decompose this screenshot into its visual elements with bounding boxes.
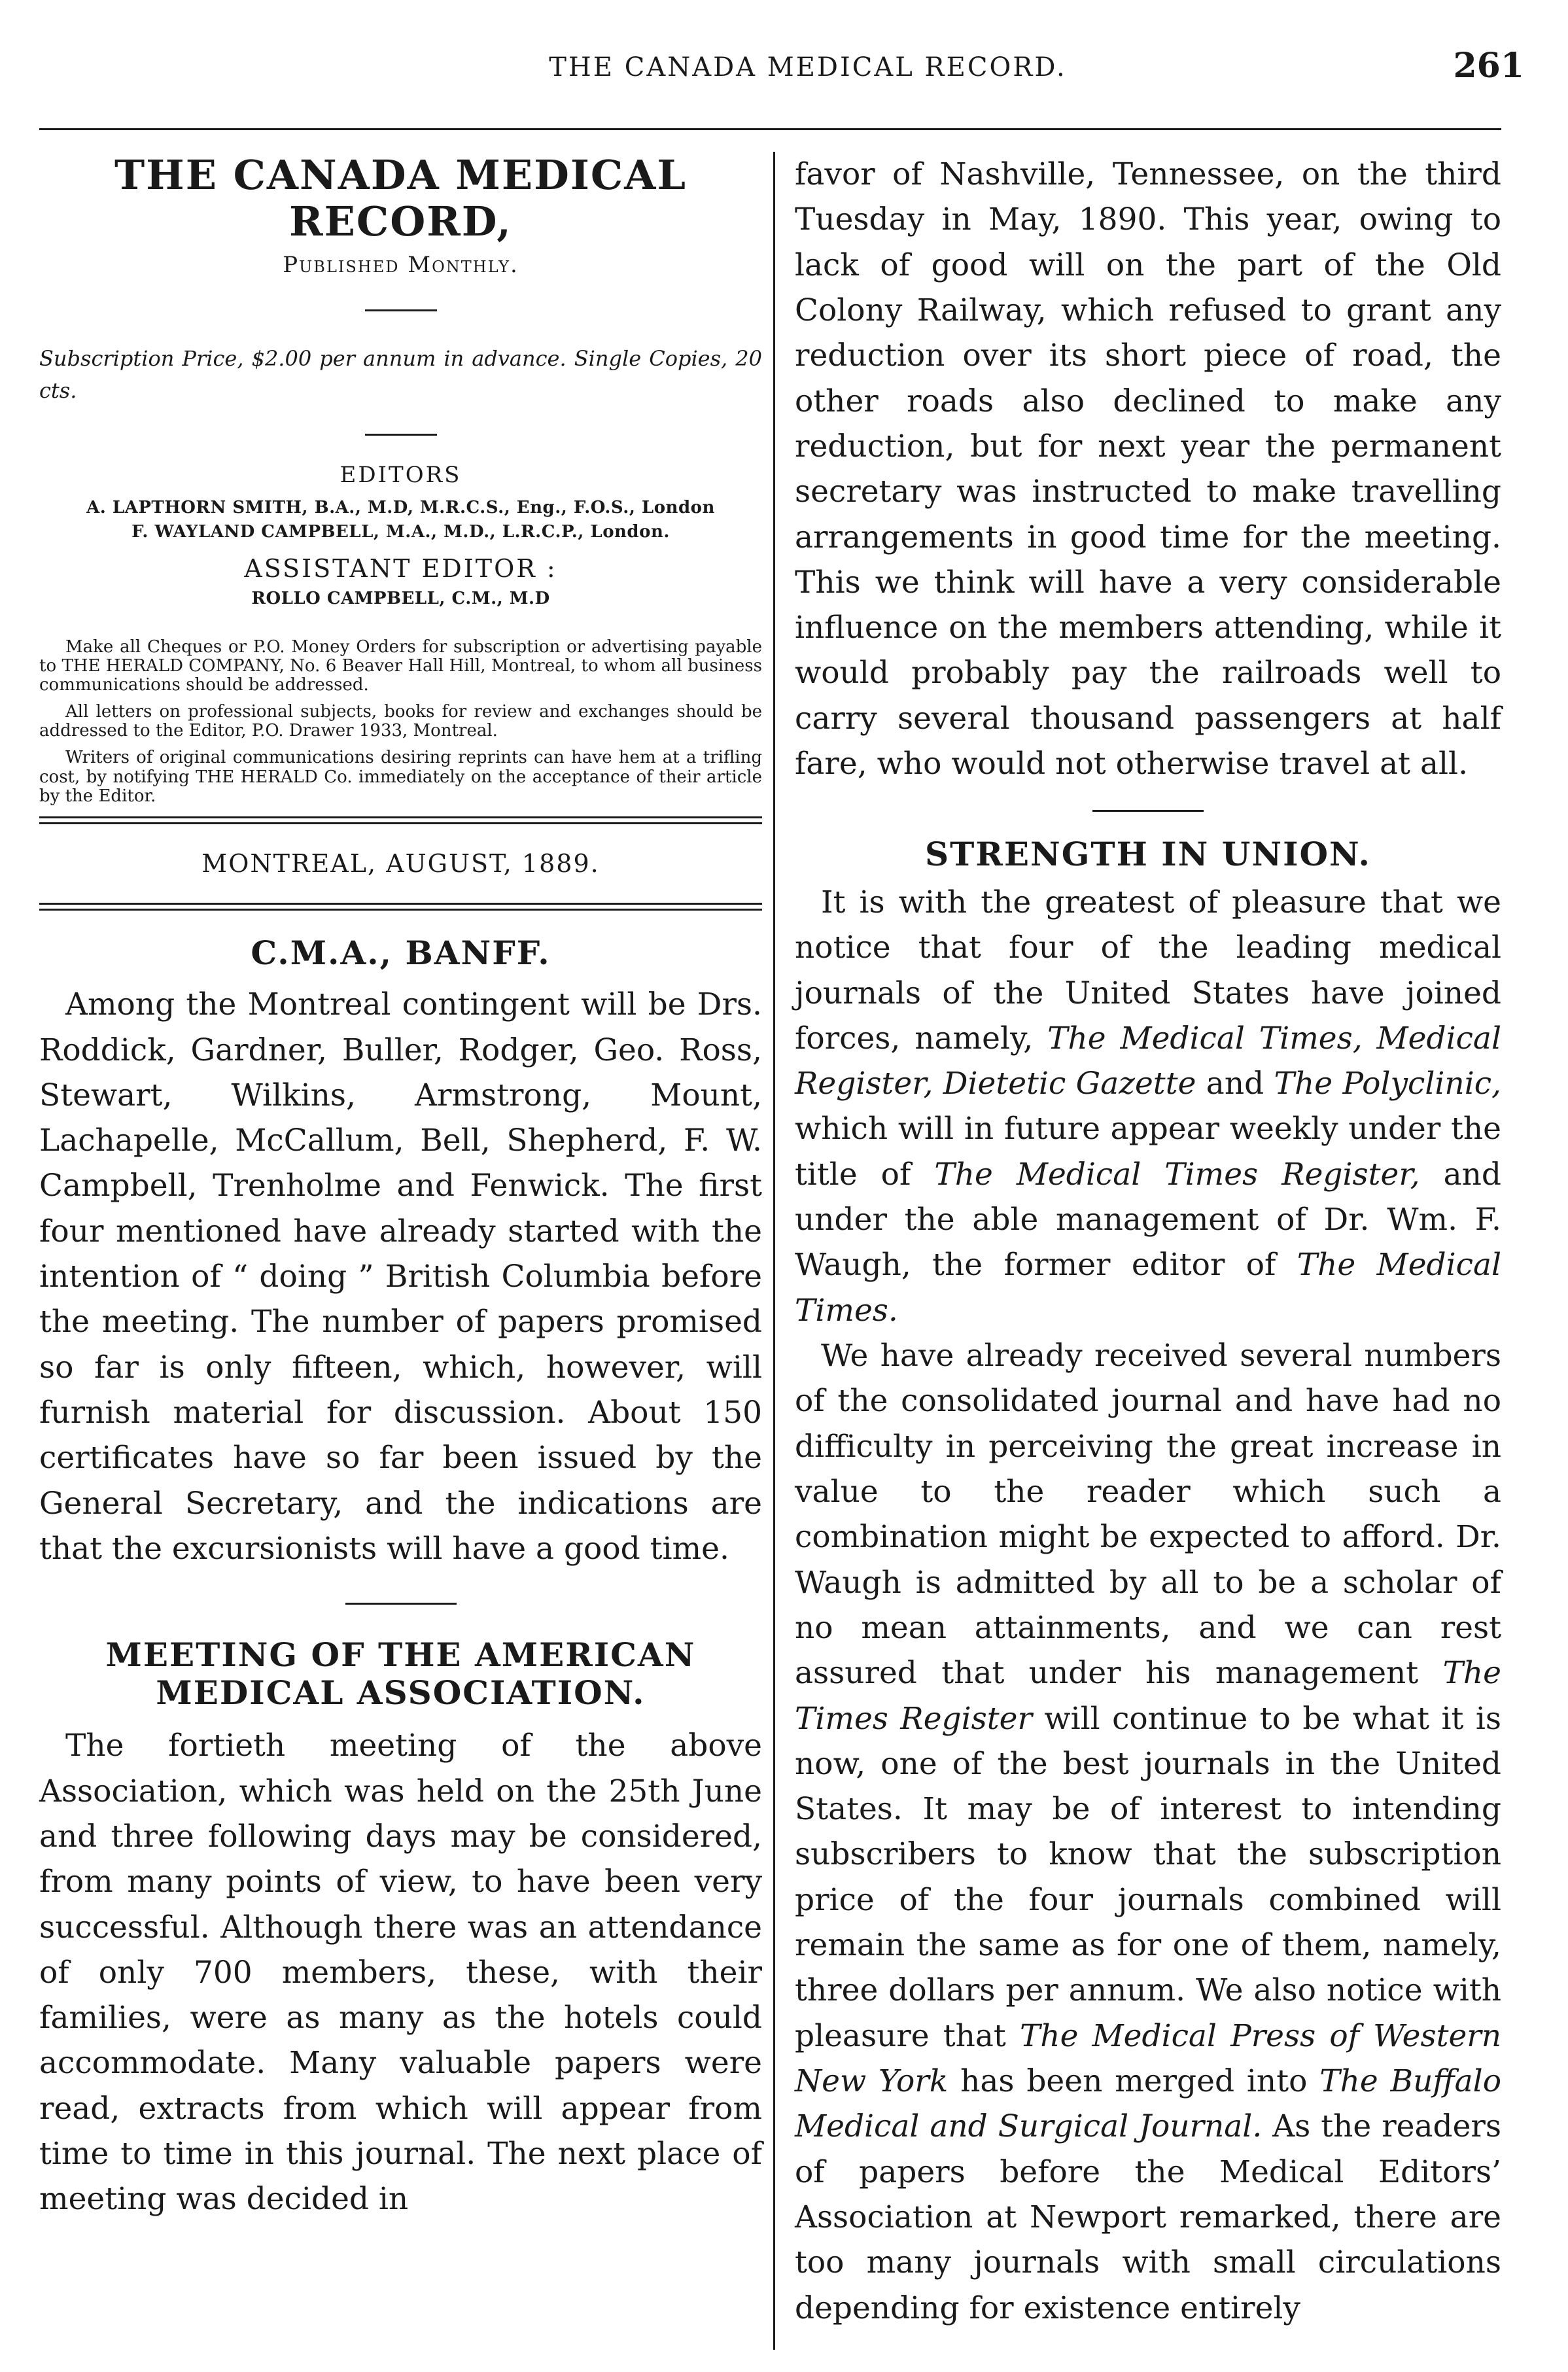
- notice-cheques: Make all Cheques or P.O. Money Orders for subscription or advertising payable to THE HERALD COMPANY, No. 6 Beaver Hall Hill, Montreal, to whom all business communications should be addressed.: [39, 637, 762, 695]
- strength-paragraph-2: We have already received several numbers of the consolidated journal and have had no difficulty in perceiving the great increase in value to the reader which such a combination might be expected to afford. Dr. Waugh is admitted by all to be a scholar of no mean attainments, and we can rest assured that under his management The Times Register will continue to be what it is now, one of the best journals in the United States. It may be of interest to intending subscribers to know that the subscription price of the four journals combined will remain the same as for one of them, namely, three dollars per annum. We also notice with pleasure that The Medical Press of Western New York has been merged into The Buffalo Medical and Surgical Journal. As the readers of papers before the Medical Editors’ Association at Newport remarked, there are too many journals with small circulations depending for existence entirely: [795, 1338, 1502, 2326]
- right-column: [795, 152, 1501, 2331]
- divider: [365, 434, 437, 436]
- assistant-editor-heading: ASSISTANT EDITOR :: [244, 554, 557, 584]
- banff-heading: C.M.A., BANFF.: [251, 933, 551, 972]
- masthead: [39, 152, 762, 806]
- page-header: [78, 46, 1537, 98]
- dateline: MONTREAL, AUGUST, 1889.: [201, 848, 600, 878]
- divider: [345, 1603, 457, 1605]
- divider: [365, 309, 437, 311]
- column-divider: [773, 152, 775, 2350]
- notices: [39, 638, 762, 806]
- subscription-price: Subscription Price, $2.00 per annum in advance. Single Copies, 20 cts.: [39, 345, 762, 404]
- assistant-editor: ROLLO CAMPBELL, C.M., M.D: [251, 589, 550, 609]
- page-number: 261: [1453, 46, 1524, 86]
- editors-heading: EDITORS: [340, 461, 462, 488]
- strength-paragraph-1: It is with the greatest of pleasure that we notice that four of the leading medical journals of the United States have joined forces, namely, The Medical Times, Medical Register, Dietetic Gazette and The Polyclinic, which will in future appear weekly under the title of The Medical Times Register, and under the able management of Dr. Wm. F. Waugh, the former editor of The Medical Times.: [795, 884, 1502, 1329]
- editor-smith: A. LAPTHORN SMITH, B.A., M.D, M.R.C.S., Eng., F.O.S., London: [86, 497, 715, 517]
- ama-paragraph-left: The fortieth meeting of the above Association, which was held on the 25th June and three following days may be considered, from many points of view, to have been very successful. Although there was an attendance of only 700 members, these, with their families, were as many as the hotels could accommodate. Many valuable papers were read, extracts from which will appear from time to time in this journal. The next place of meeting was decided in: [39, 1728, 762, 2218]
- double-rule: [39, 903, 762, 911]
- strength-heading: STRENGTH IN UNION.: [925, 835, 1371, 874]
- divider: [1092, 810, 1204, 812]
- left-column: [39, 152, 762, 2222]
- running-title: THE CANADA MEDICAL RECORD.: [549, 52, 1067, 82]
- masthead-title: THE CANADA MEDICAL RECORD,: [114, 151, 687, 246]
- ama-heading-line-1: MEETING OF THE AMERICAN: [105, 1635, 696, 1675]
- editor-campbell: F. WAYLAND CAMPBELL, M.A., M.D., L.R.C.P., London.: [131, 522, 670, 542]
- notice-letters: All letters on professional subjects, books for review and exchanges should be addressed to the Editor, P.O. Drawer 1933, Montreal.: [39, 702, 762, 741]
- double-rule: [39, 816, 762, 824]
- banff-paragraph: Among the Montreal contingent will be Drs. Roddick, Gardner, Buller, Rodger, Geo. Ross, Stewart, Wilkins, Armstrong, Mount, Lachapelle, McCallum, Bell, Shepherd, F. W. Campbell, Trenholme and Fenwick. The first four mentioned have already started with the intention of “ doing ” British Columbia before the meeting. The number of papers promised so far is only fifteen, which, however, will furnish material for discussion. About 150 certificates have so far been issued by the General Secretary, and the indications are that the excursionists will have a good time.: [39, 986, 762, 1567]
- notice-reprints: Writers of original communications desiring reprints can have hem at a trifling cost, by notifying THE HERALD Co. immediately on the acceptance of their article by the Editor.: [39, 748, 762, 806]
- ama-heading-line-2: MEDICAL ASSOCIATION.: [156, 1673, 646, 1712]
- header-rule: [39, 128, 1501, 130]
- ama-heading: [39, 1636, 762, 1711]
- ama-paragraph-right: favor of Nashville, Tennessee, on the third Tuesday in May, 1890. This year, owing to lack of good will on the part of the Old Colony Railway, which refused to grant any reduction over its short piece of road, the other roads also declined to make any reduction, but for next year the permanent secretary was instructed to make travelling arrangements in good time for the meeting. This we think will have a very considerable influence on the members attending, while it would probably pay the railroads well to carry several thousand passengers at half fare, who would not otherwise travel at all.: [795, 156, 1501, 782]
- published-monthly: Published Monthly.: [283, 251, 519, 278]
